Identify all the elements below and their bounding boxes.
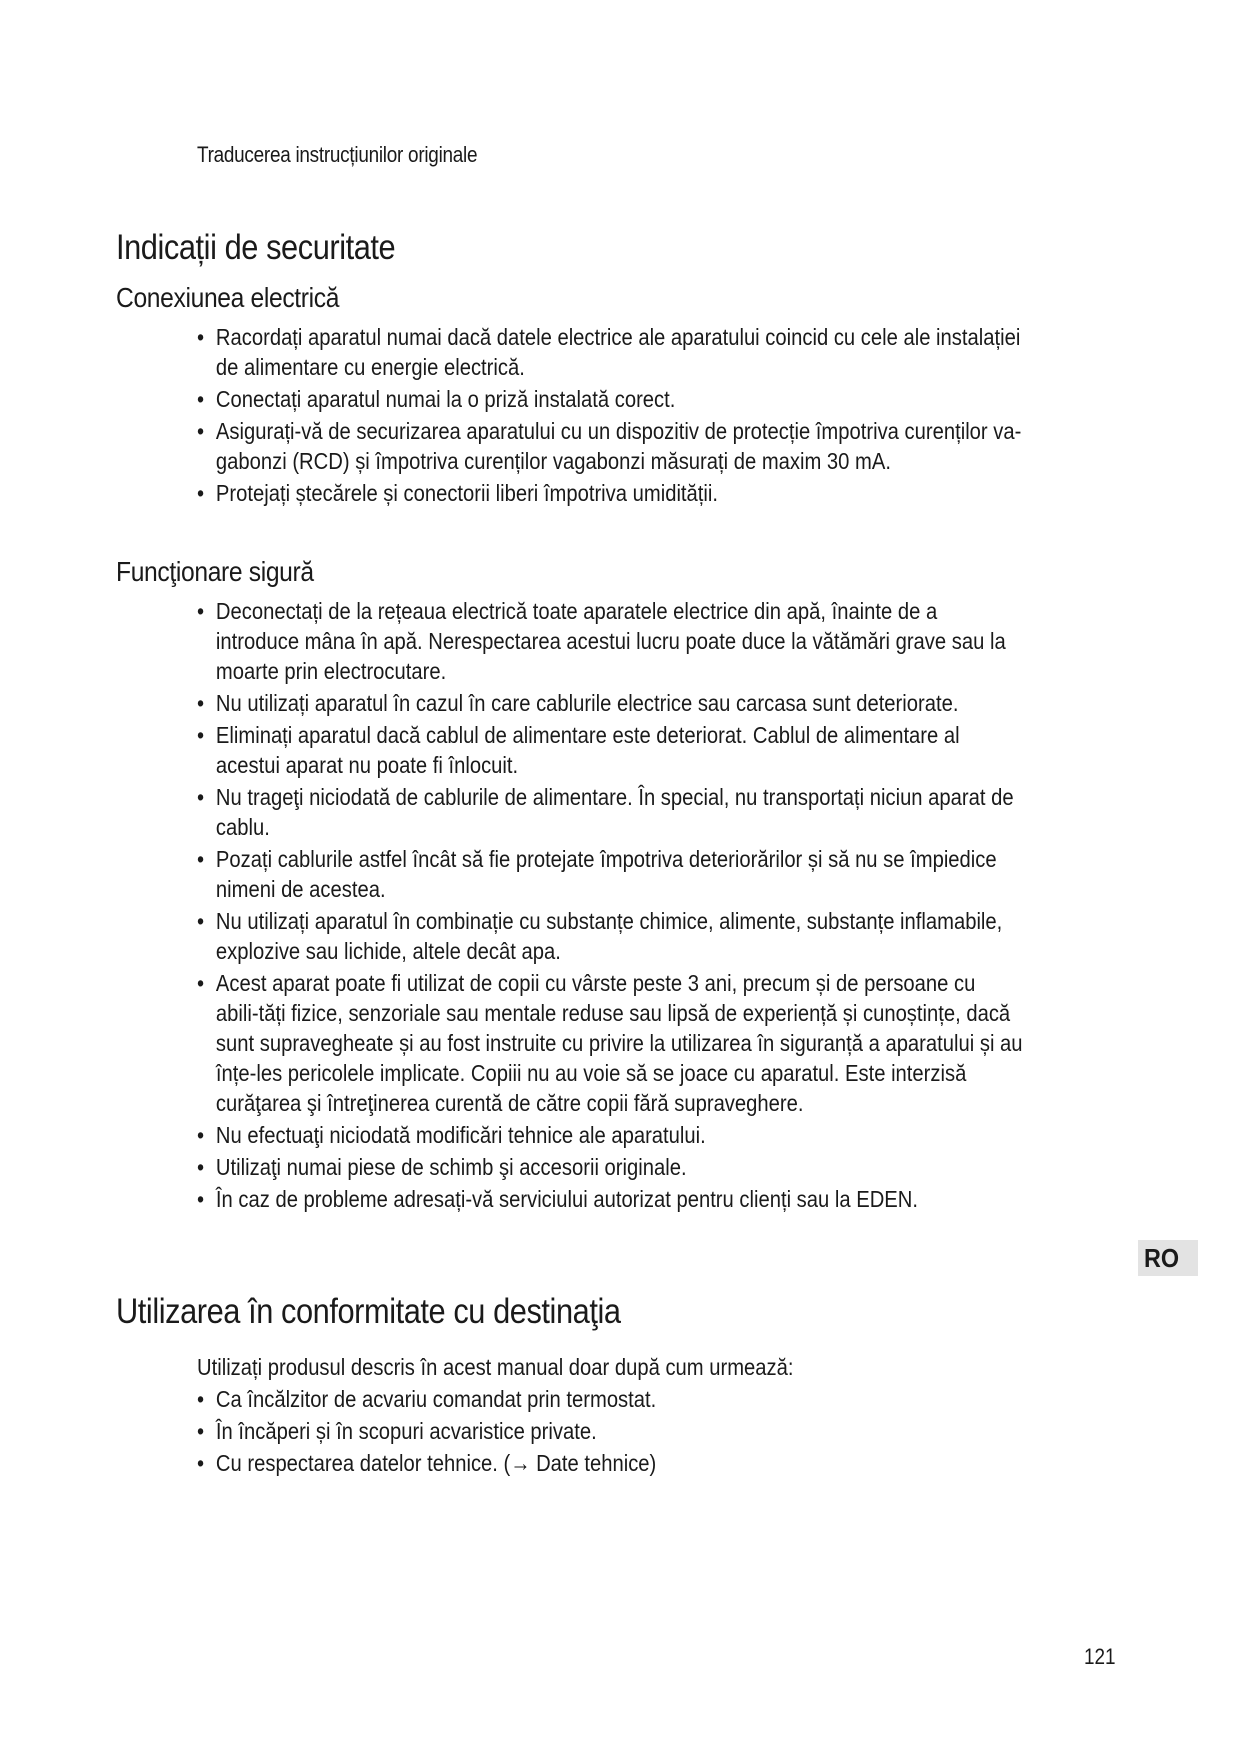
bullet-icon: • <box>197 846 205 872</box>
bullet-icon: • <box>197 722 205 748</box>
bullet-icon: • <box>197 690 205 716</box>
list-item: • Nu utilizați aparatul în cazul în care cablurile electrice sau carcasa sunt deteriorate. <box>197 690 959 716</box>
bullet-icon: • <box>197 784 205 810</box>
list-item: • Racordați aparatul numai dacă datele electrice ale aparatului coincid cu cele ale instalației de alimentare cu energie electrică. <box>197 324 1021 380</box>
list-item: • Eliminați aparatul dacă cablul de alimentare este deteriorat. Cablul de alimentare al acestui aparat nu poate fi înlocuit. <box>197 722 960 778</box>
list-item: • Protejați ștecărele și conectorii liberi împotriva umidității. <box>197 480 718 506</box>
bullet-icon: • <box>197 598 205 624</box>
subsection-title-operation: Funcţionare sigură <box>116 556 314 587</box>
bullet-icon: • <box>197 386 205 412</box>
list-item: • Acest aparat poate fi utilizat de copii cu vârste peste 3 ani, precum și de persoane cu abili-tăți fizice, senzoriale sau mentale reduse sau lipsă de experiență și cunoștințe, dacă sunt supravegheate și au fost instruite cu privire la utilizarea în siguranță a aparatului și au înțe-les pericolele implicate. Copiii nu au voie să se joace cu aparatul. Este interzisă curăţarea şi întreţinerea curentă de către copii fără supraveghere. <box>197 970 1023 1116</box>
bullet-icon: • <box>197 1418 205 1444</box>
list-item: • Ca încălzitor de acvariu comandat prin termostat. <box>197 1386 657 1412</box>
list-item: • Nu efectuaţi niciodată modificări tehnice ale aparatului. <box>197 1122 706 1148</box>
bullet-icon: • <box>197 1154 205 1180</box>
section-title-safety: Indicații de securitate <box>116 228 396 267</box>
bullet-icon: • <box>197 1186 205 1212</box>
bullet-icon: • <box>197 1450 205 1476</box>
header-note: Traducerea instrucțiunilor originale <box>197 142 478 167</box>
list-item: • Conectați aparatul numai la o priză instalată corect. <box>197 386 676 412</box>
list-item: • Nu utilizați aparatul în combinație cu substanțe chimice, alimente, substanțe inflamabile, explozive sau lichide, altele decât apa. <box>197 908 1003 964</box>
bullet-icon: • <box>197 324 205 350</box>
list-item: • Nu trageţi niciodată de cablurile de alimentare. În special, nu transportați niciun aparat de cablu. <box>197 784 1014 840</box>
bullet-icon: • <box>197 1122 205 1148</box>
electrical-list <box>197 322 1152 510</box>
list-item: • Utilizaţi numai piese de schimb şi accesorii originale. <box>197 1154 687 1180</box>
list-item: • În caz de probleme adresați-vă serviciului autorizat pentru clienți sau la EDEN. <box>197 1186 919 1212</box>
subsection-title-electrical: Conexiunea electrică <box>116 282 340 313</box>
bullet-icon: • <box>197 908 205 934</box>
intended-use-list <box>197 1384 1152 1480</box>
list-item: • În încăperi și în scopuri acvaristice private. <box>197 1418 597 1444</box>
list-item: • Asigurați-vă de securizarea aparatului cu un dispozitiv de protecție împotriva curenților va-gabonzi (RCD) și împotriva curenților vagabonzi măsurați de maxim 30 mA. <box>197 418 1022 474</box>
bullet-icon: • <box>197 480 205 506</box>
intended-use-intro: Utilizați produsul descris în acest manual doar după cum urmează: <box>197 1354 794 1380</box>
bullet-icon: • <box>197 1386 205 1412</box>
page-number: 121 <box>1084 1644 1116 1669</box>
section-title-intended-use: Utilizarea în conformitate cu destinaţia <box>116 1292 621 1331</box>
bullet-icon: • <box>197 418 205 444</box>
language-tab: RO <box>1138 1240 1198 1276</box>
list-item: • Deconectați de la rețeaua electrică toate aparatele electrice din apă, înainte de a introduce mâna în apă. Nerespectarea acestui lucru poate duce la vătămări grave sau la moarte prin electrocutare. <box>197 598 1006 684</box>
list-item: • Pozați cablurile astfel încât să fie protejate împotriva deteriorărilor și să nu se împiedice nimeni de acestea. <box>197 846 997 902</box>
operation-list <box>197 596 1152 1216</box>
list-item: • Cu respectarea datelor tehnice. (→ Date tehnice) <box>197 1450 657 1476</box>
bullet-icon: • <box>197 970 205 996</box>
